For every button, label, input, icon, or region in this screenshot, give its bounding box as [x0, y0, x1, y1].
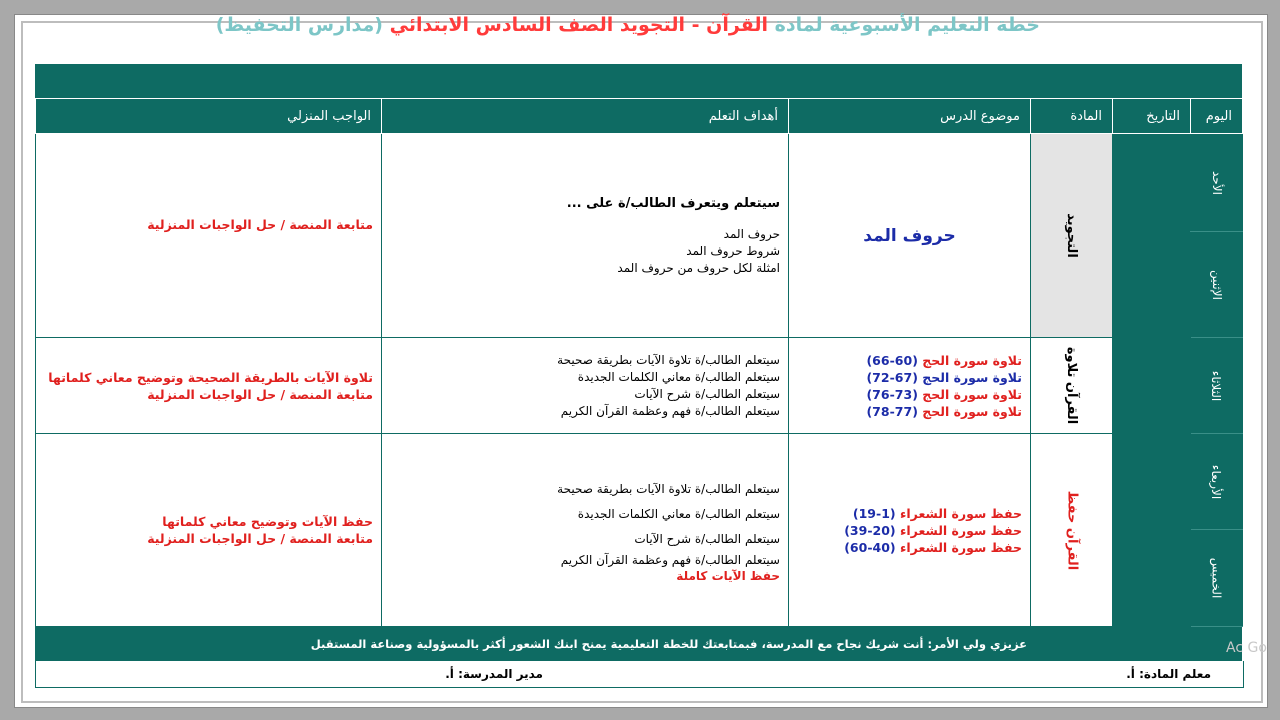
goal-item: سيتعلم الطالب/ة معاني الكلمات الجديدة	[577, 506, 780, 521]
goal-item: سيتعلم الطالب/ة شرح الآيات	[634, 386, 780, 401]
lesson-line: تلاوة سورة الحج (67-72)	[866, 369, 1022, 385]
table-row	[36, 134, 1243, 232]
top-banner	[35, 64, 1242, 98]
date-column	[1113, 134, 1191, 627]
lesson-line: تلاوة سورة الحج (77-78)	[866, 403, 1022, 419]
lesson-line: حفظ سورة الشعراء (40-60)	[844, 539, 1022, 555]
goal-item: حفظ الآيات كاملة	[676, 568, 780, 583]
goal-item: شروط حروف المد	[686, 243, 780, 258]
subject-cell: التجويد	[1031, 134, 1113, 338]
subject-cell: القرآن تلاوة	[1031, 338, 1113, 434]
subject-cell: القرآن حفظ	[1031, 434, 1113, 627]
lesson-line: تلاوة سورة الحج (60-66)	[866, 352, 1022, 368]
header-day: اليوم	[1191, 99, 1243, 134]
homework-cell	[36, 434, 382, 627]
goal-item: سيتعلم الطالب/ة معاني الكلمات الجديدة	[577, 369, 780, 384]
lesson-cell	[789, 338, 1031, 434]
goal-item: سيتعلم الطالب/ة تلاوة الآيات بطريقة صحيحة	[557, 352, 780, 367]
day-cell: الخميس	[1191, 530, 1243, 627]
lesson-line: حفظ سورة الشعراء (20-39)	[844, 522, 1022, 538]
table-row	[36, 338, 1243, 434]
homework-text: حفظ الآيات وتوضيح معاني كلماتها	[162, 514, 373, 529]
parent-message: عزيزي ولي الأمر: أنت شريك نجاح مع المدرسة، فبمتابعتك للخطة التعليمية يمنح ابنك الشعور أكثر بالمسؤولية وصناعة المستقبل	[35, 627, 1242, 661]
lesson-line: تلاوة سورة الحج (73-76)	[866, 386, 1022, 402]
goal-item: سيتعلم الطالب/ة تلاوة الآيات بطريقة صحيحة	[557, 481, 780, 496]
signature-row	[35, 661, 1244, 688]
goal-item: سيتعلم الطالب/ة شرح الآيات	[634, 531, 780, 546]
teacher-signature: معلم المادة: أ.	[1126, 667, 1211, 681]
principal-signature: مدير المدرسة: أ.	[445, 667, 543, 681]
table-row	[36, 434, 1243, 530]
goals-lead: سيتعلم ويتعرف الطالب/ة على ...	[566, 195, 780, 211]
title-part-3: (مدارس التحفيظ)	[215, 14, 390, 36]
homework-cell	[36, 134, 382, 338]
goals-cell	[382, 338, 789, 434]
homework-cell	[36, 338, 382, 434]
day-cell: الإثنين	[1191, 232, 1243, 338]
header-goals: أهداف التعلم	[382, 99, 789, 134]
watermark: Ac Go	[1226, 640, 1267, 656]
weekly-plan-table	[35, 98, 1243, 627]
homework-text: متابعة المنصة / حل الواجبات المنزلية	[147, 531, 373, 546]
day-cell: الثلاثاء	[1191, 338, 1243, 434]
goal-item: سيتعلم الطالب/ة فهم وعظمة القرآن الكريم	[560, 403, 780, 418]
header-homework: الواجب المنزلي	[36, 99, 382, 134]
homework-text: متابعة المنصة / حل الواجبات المنزلية	[147, 217, 373, 232]
homework-text: تلاوة الآيات بالطريقة الصحيحة وتوضيح معاني كلماتها	[48, 369, 373, 385]
header-row	[36, 99, 1243, 134]
title-part-2: القرآن - التجويد الصف السادس الابتدائي	[389, 14, 769, 36]
goal-item: امثلة لكل حروف من حروف المد	[617, 260, 780, 275]
title-part-1: خطة التعليم الأسبوعية لمادة	[768, 14, 1040, 36]
lesson-title: حروف المد	[863, 225, 956, 246]
header-date: التاريخ	[1113, 99, 1191, 134]
lesson-cell	[789, 134, 1031, 338]
goal-item: سيتعلم الطالب/ة فهم وعظمة القرآن الكريم	[560, 552, 780, 567]
page-title	[0, 14, 1040, 36]
day-cell: الأربعاء	[1191, 434, 1243, 530]
lesson-line: حفظ سورة الشعراء (1-19)	[852, 505, 1022, 521]
day-cell: الأحد	[1191, 134, 1243, 232]
goals-cell	[382, 434, 789, 627]
lesson-cell	[789, 434, 1031, 627]
goal-item: حروف المد	[723, 226, 780, 241]
homework-text: متابعة المنصة / حل الواجبات المنزلية	[147, 386, 373, 402]
header-subject: المادة	[1031, 99, 1113, 134]
goals-cell	[382, 134, 789, 338]
header-lesson: موضوع الدرس	[789, 99, 1031, 134]
